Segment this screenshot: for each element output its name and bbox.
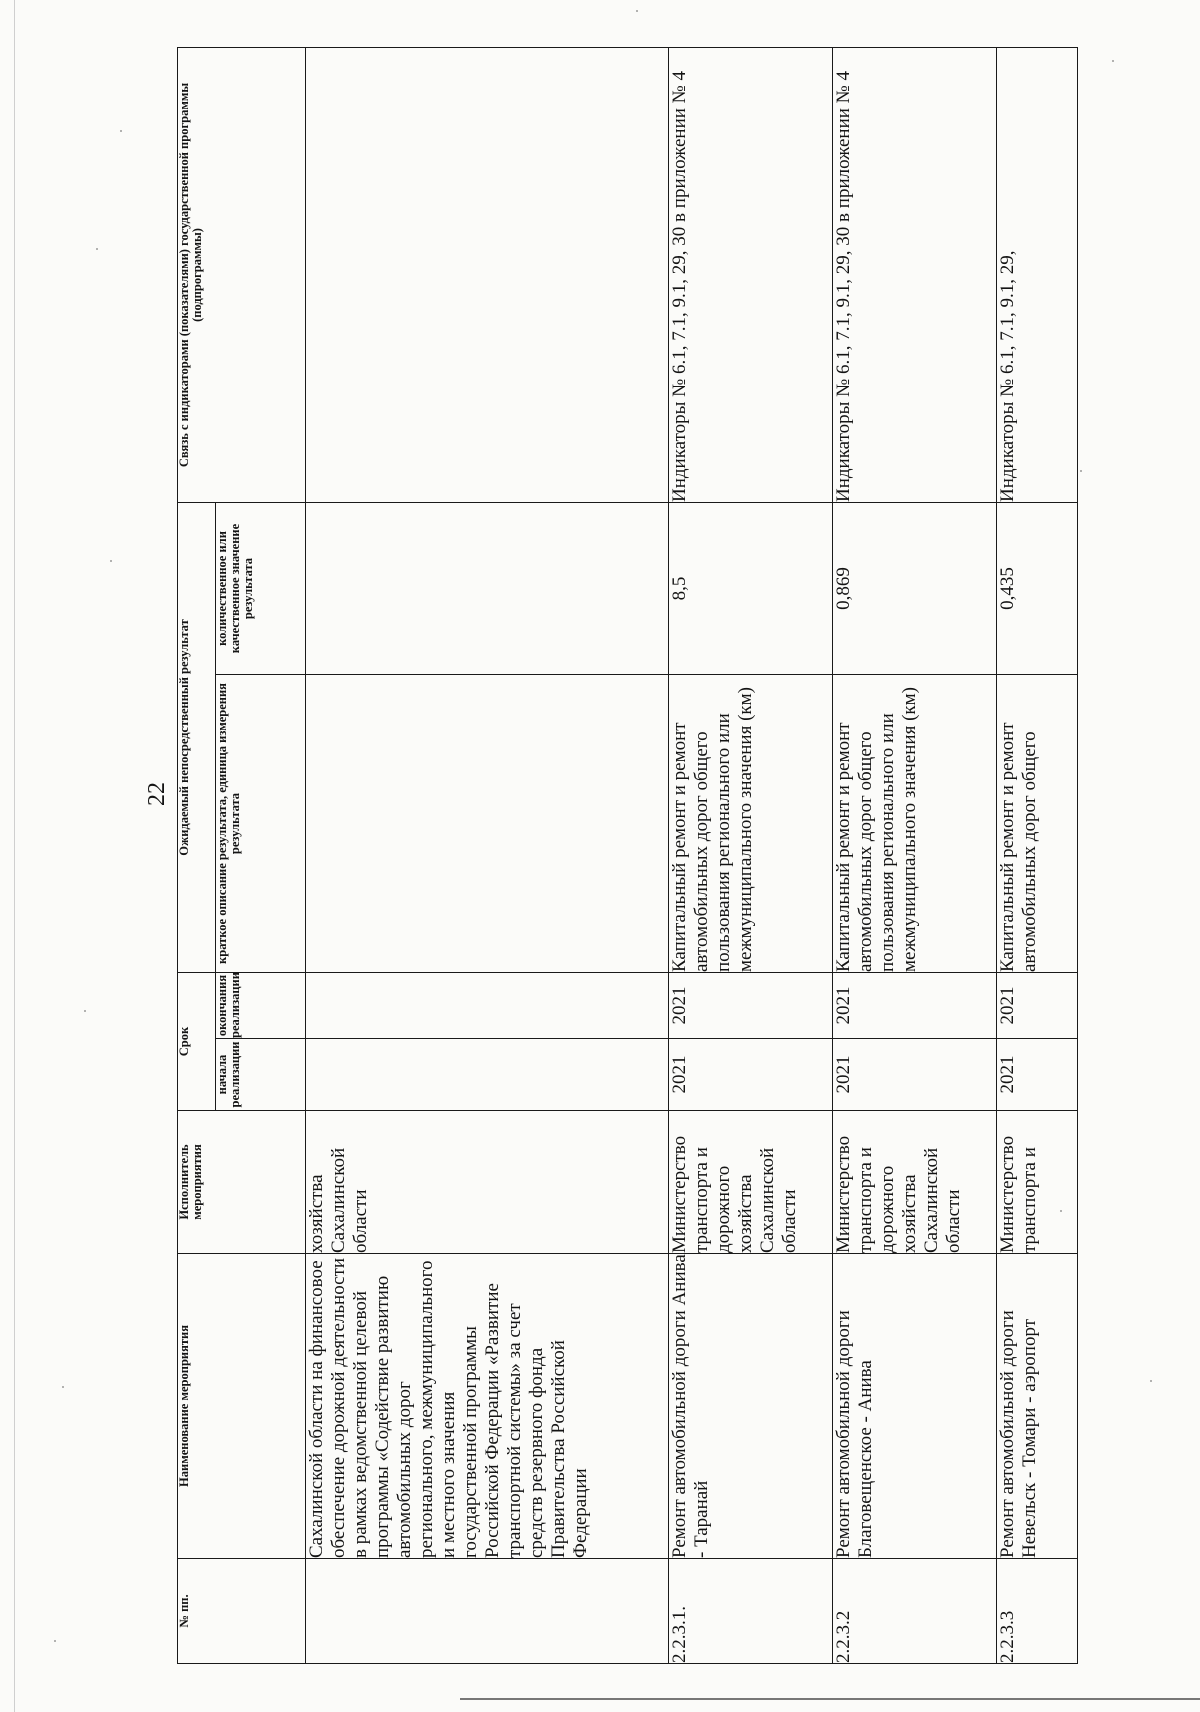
scan-speck <box>110 560 112 562</box>
rotated-table-container <box>177 48 1077 1664</box>
header-row-1 <box>178 48 216 1664</box>
scan-speck <box>84 1010 86 1012</box>
page-number: 22 <box>144 782 170 806</box>
scan-speck <box>120 130 122 132</box>
cell-num: 2.2.3.2 <box>833 1559 997 1664</box>
header-executor: Исполнитель мероприятия <box>178 1111 306 1254</box>
header-term-start: начала реализации <box>216 1039 306 1111</box>
table-row <box>997 48 1078 1664</box>
header-result-desc: краткое описание результата, единица измерения результата <box>216 675 306 973</box>
scan-speck <box>1150 1380 1152 1382</box>
cell-end: 2021 <box>997 973 1078 1039</box>
header-num: № пп. <box>178 1559 306 1664</box>
cell-num: 2.2.3.1. <box>669 1559 833 1664</box>
cell-executor: Министерство транспорта и дорожного хозяйства Сахалинской области <box>833 1111 997 1254</box>
scan-speck <box>54 1640 56 1642</box>
cell-indicators: Индикаторы № 6.1, 7.1, 9.1, 29, 30 в приложении № 4 <box>833 48 997 503</box>
activities-table <box>177 47 1078 1664</box>
header-indicators: Связь с индикаторами (показателями) государственной программы (подпрограммы) <box>178 48 306 503</box>
cell-name: Сахалинской области на финансовое обеспечение дорожной деятельности в рамках ведомственной целевой программы «Содействие развитию автомобильных дорог регионального, межмуниципального и местного значения государственной программы Российской Федерации «Развитие транспортной системы» за счет средств резервного фонда Правительства Российской Федерации <box>306 1254 669 1559</box>
cell-indicators <box>306 48 669 503</box>
cell-value: 0,869 <box>833 503 997 675</box>
cell-desc <box>306 675 669 973</box>
table-row <box>306 48 669 1664</box>
scan-edge-left <box>14 0 15 1712</box>
table-row <box>833 48 997 1664</box>
cell-start: 2021 <box>997 1039 1078 1111</box>
header-term-end: окончания реализации <box>216 973 306 1039</box>
cell-name: Ремонт автомобильной дороги Невельск - Томари - аэропорт <box>997 1254 1078 1559</box>
cell-value: 0,435 <box>997 503 1078 675</box>
cell-start: 2021 <box>669 1039 833 1111</box>
cell-desc: Капитальный ремонт и ремонт автомобильных дорог общего пользования регионального или межмуниципального значения (км) <box>833 675 997 973</box>
cell-desc: Капитальный ремонт и ремонт автомобильных дорог общего пользования регионального или межмуниципального значения (км) <box>669 675 833 973</box>
cell-executor: Министерство транспорта и дорожного хозяйства Сахалинской области <box>669 1111 833 1254</box>
header-result-value: количественное или качественное значение результата <box>216 503 306 675</box>
cell-indicators: Индикаторы № 6.1, 7.1, 9.1, 29, 30 в приложении № 4 <box>669 48 833 503</box>
scan-edge-bottom <box>460 1698 1200 1700</box>
scan-speck <box>96 248 98 250</box>
scan-speck <box>1060 1210 1062 1212</box>
cell-indicators: Индикаторы № 6.1, 7.1, 9.1, 29, <box>997 48 1078 503</box>
cell-executor: хозяйства Сахалинской области <box>306 1111 669 1254</box>
scan-speck <box>1112 60 1114 62</box>
cell-start: 2021 <box>833 1039 997 1111</box>
cell-value <box>306 503 669 675</box>
cell-name: Ремонт автомобильной дороги Анива - Таранай <box>669 1254 833 1559</box>
cell-desc: Капитальный ремонт и ремонт автомобильных дорог общего <box>997 675 1078 973</box>
cell-value: 8,5 <box>669 503 833 675</box>
cell-end: 2021 <box>833 973 997 1039</box>
scan-speck <box>1080 470 1082 472</box>
cell-name: Ремонт автомобильной дороги Благовещенское - Анива <box>833 1254 997 1559</box>
cell-executor: Министерство транспорта и <box>997 1111 1078 1254</box>
header-result: Ожидаемый непосредственный результат <box>178 503 216 973</box>
cell-start <box>306 1039 669 1111</box>
cell-num: 2.2.3.3 <box>997 1559 1078 1664</box>
header-term: Срок <box>178 973 216 1111</box>
cell-end: 2021 <box>669 973 833 1039</box>
table-row <box>669 48 833 1664</box>
scan-speck <box>636 10 638 12</box>
cell-num <box>306 1559 669 1664</box>
header-name: Наименование мероприятия <box>178 1254 306 1559</box>
scan-speck <box>62 1386 64 1388</box>
cell-end <box>306 973 669 1039</box>
